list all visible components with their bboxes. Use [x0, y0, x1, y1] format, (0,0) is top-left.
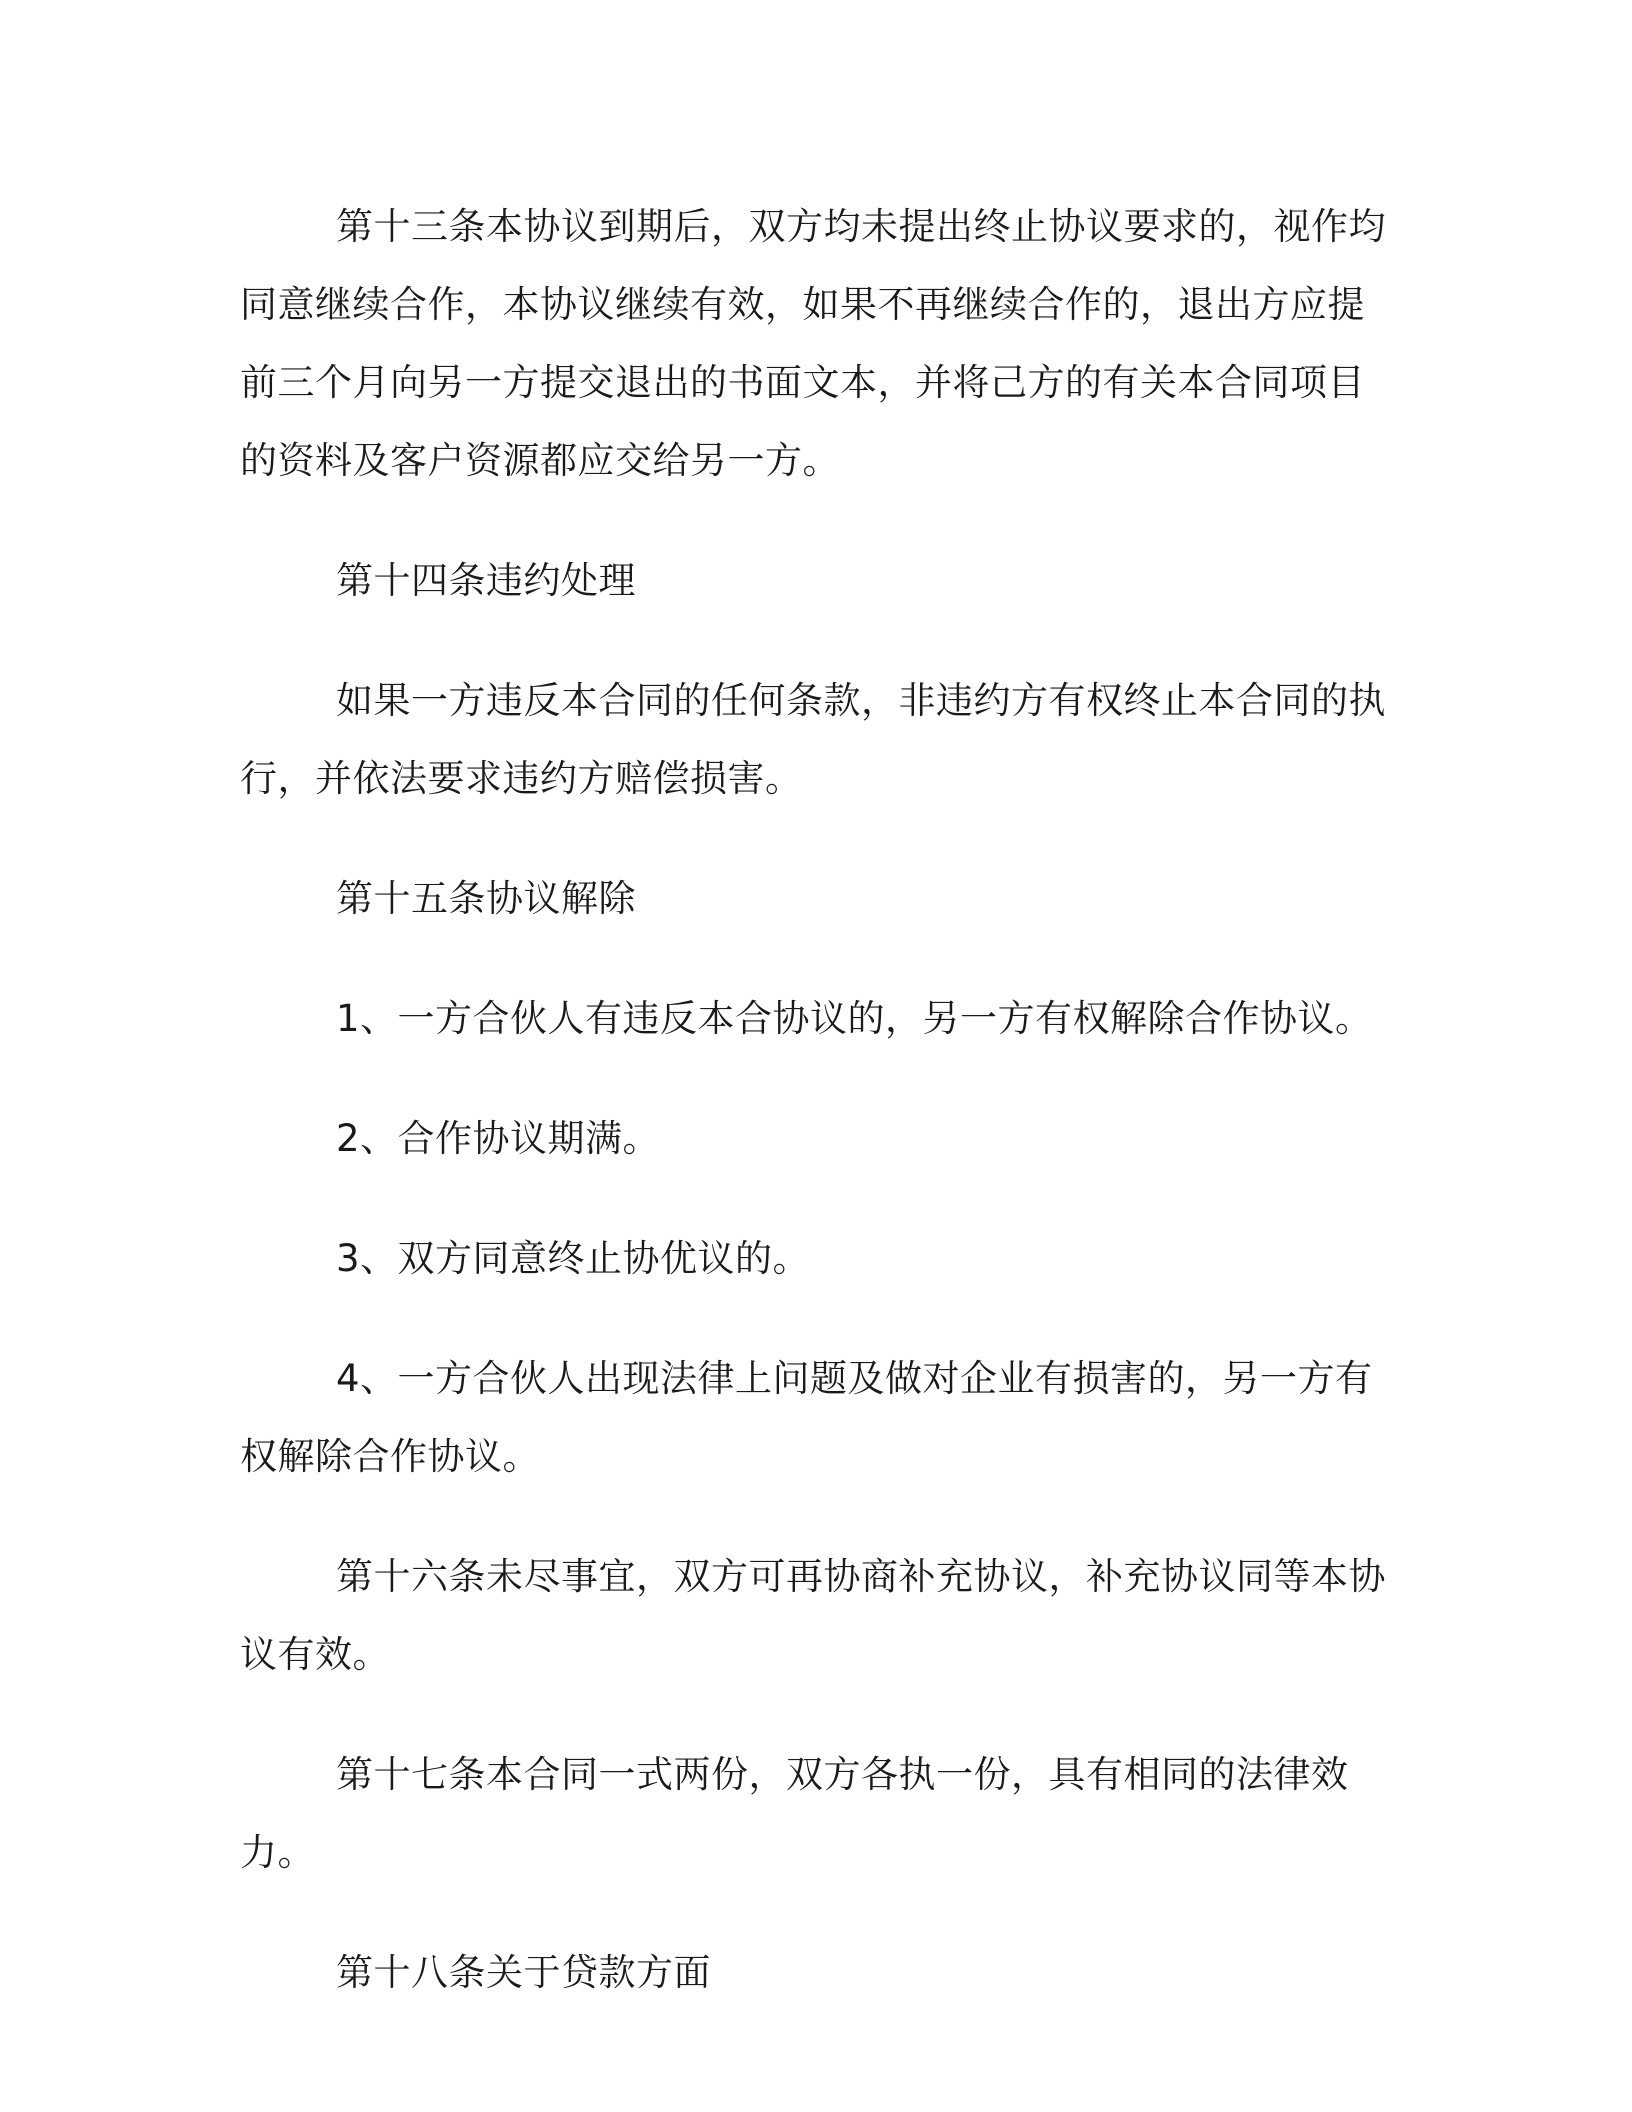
document-body	[240, 188, 1400, 2054]
paragraph-article-16: 第十六条未尽事宜，双方可再协商补充协议，补充协议同等本协议有效。	[240, 1555, 1386, 1676]
paragraph-article-13: 第十三条本协议到期后，双方均未提出终止协议要求的，视作均同意继续合作，本协议继续有效，如果不再继续合作的，退出方应提前三个月向另一方提交退出的书面文本，并将己方的有关本合同项目的资料及客户资源都应交给另一方。	[240, 205, 1386, 482]
list-item-3: 3、双方同意终止协优议的。	[336, 1237, 811, 1280]
paragraph-breach-handling: 如果一方违反本合同的任何条款，非违约方有权终止本合同的执行，并依法要求违约方赔偿损害。	[240, 679, 1386, 800]
list-item-4: 4、一方合伙人出现法律上问题及做对企业有损害的，另一方有权解除合作协议。	[240, 1357, 1373, 1478]
heading-article-15: 第十五条协议解除	[336, 877, 636, 920]
list-item-1: 1、一方合伙人有违反本合协议的，另一方有权解除合作协议。	[336, 997, 1373, 1040]
heading-article-18: 第十八条关于贷款方面	[336, 1951, 711, 1994]
heading-article-14: 第十四条违约处理	[336, 559, 636, 602]
paragraph-article-17: 第十七条本合同一式两份，双方各执一份，具有相同的法律效力。	[240, 1753, 1349, 1874]
list-item-2: 2、合作协议期满。	[336, 1117, 661, 1160]
